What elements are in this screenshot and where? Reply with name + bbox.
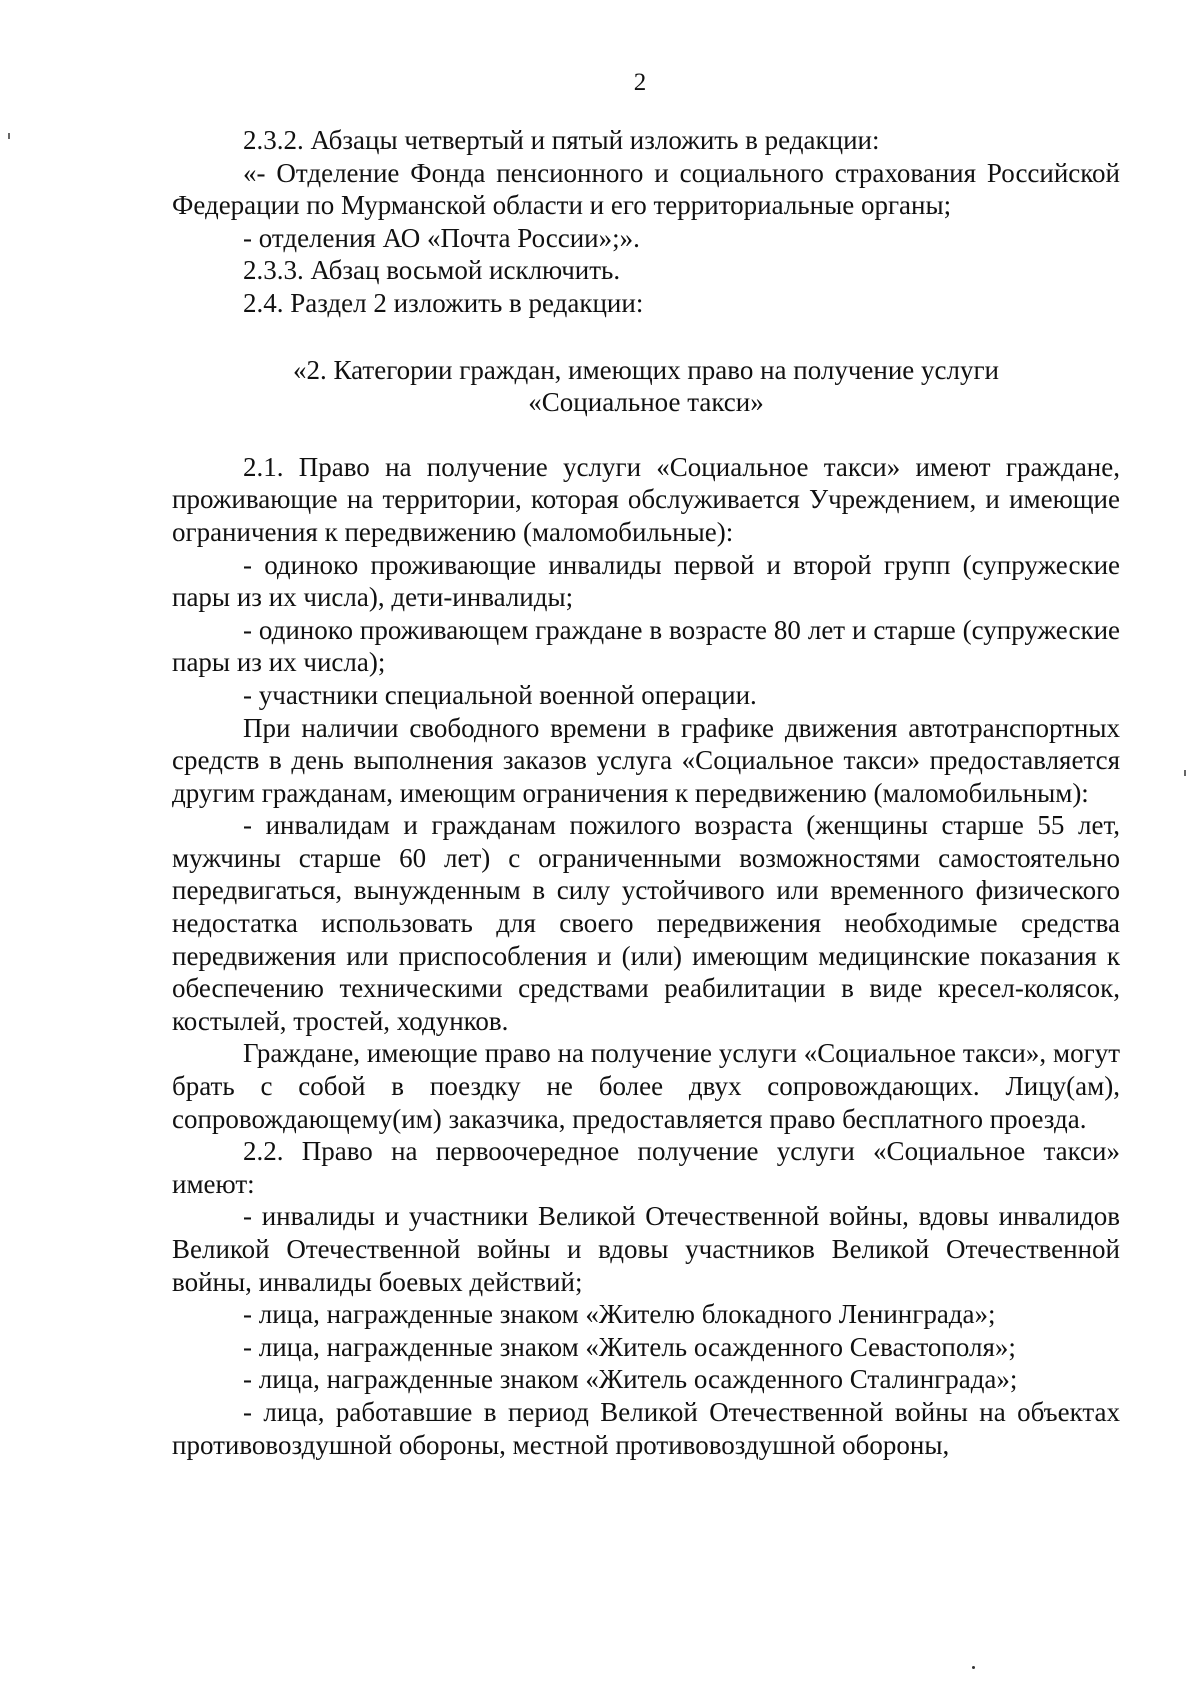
list-item: - одиноко проживающем граждане в возрасте 80 лет и старше (супружеские пары из их числа); <box>172 614 1120 678</box>
paragraph: При наличии свободного времени в графике движения автотранспортных средств в день выполнения заказов услуга «Социальное такси» предоставляется другим гражданам, имеющим ограничения к передвижению (маломобильным): <box>172 712 1120 808</box>
list-item: - лица, награжденные знаком «Житель осажденного Сталинграда»; <box>243 1364 1018 1395</box>
paragraph: 2.3.3. Абзац восьмой исключить. <box>243 255 621 286</box>
document-body <box>172 124 1120 1461</box>
scan-speck <box>972 1666 975 1669</box>
paragraph: «- Отделение Фонда пенсионного и социального страхования Российской Федерации по Мурманской области и его территориальные органы; <box>172 157 1120 221</box>
spacer <box>172 320 1120 354</box>
scan-edge-mark <box>1184 770 1186 776</box>
page-number: 2 <box>633 69 647 96</box>
paragraph: Граждане, имеющие право на получение услуги «Социальное такси», могут брать с собой в поездку не более двух сопровождающих. Лицу(ам), сопровождающему(им) заказчика, предоставляется право бесплатного проезда. <box>172 1038 1120 1134</box>
list-item: - лица, награжденные знаком «Жителю блокадного Ленинграда»; <box>243 1299 996 1330</box>
paragraph: 2.2. Право на первоочередное получение услуги «Социальное такси» имеют: <box>172 1136 1120 1199</box>
list-item: - лица, награжденные знаком «Житель осажденного Севастополя»; <box>243 1331 1016 1362</box>
paragraph: 2.4. Раздел 2 изложить в редакции: <box>243 287 644 318</box>
section-heading-line-2: «Социальное такси» <box>528 387 764 418</box>
list-item: - инвалидам и гражданам пожилого возраста (женщины старше 55 лет, мужчины старше 60 лет) с ограниченными возможностями самостоятельно передвигаться, вынужденным в силу устойчивого или временного физического недостатка использовать для своего передвижения необходимые средства передвижения или приспособления и (или) имеющим медицинские показания к обеспечению техническими средствами реабилитации в виде кресел-колясок, костылей, тростей, ходунков. <box>172 810 1120 1036</box>
paragraph: 2.3.2. Абзацы четвертый и пятый изложить в редакции: <box>243 125 880 155</box>
list-item: - инвалиды и участники Великой Отечественной войны, вдовы инвалидов Великой Отечественной войны и вдовы участников Великой Отечественной войны, инвалиды боевых действий; <box>172 1201 1120 1297</box>
list-item: - участники специальной военной операции. <box>243 679 757 710</box>
paragraph: - отделения АО «Почта России»;». <box>243 222 640 253</box>
list-item: - одиноко проживающие инвалиды первой и второй групп (супружеские пары из их числа), дети-инвалиды; <box>172 549 1120 613</box>
spacer <box>172 419 1120 451</box>
list-item: - лица, работавшие в период Великой Отечественной войны на объектах противовоздушной обороны, местной противовоздушной обороны, <box>172 1396 1120 1460</box>
paragraph: 2.1. Право на получение услуги «Социальное такси» имеют граждане, проживающие на территории, которая обслуживается Учреждением, и имеющие ограничения к передвижению (маломобильные): <box>172 451 1120 547</box>
section-heading-line-1: «2. Категории граждан, имеющих право на получение услуги <box>292 354 999 385</box>
scan-edge-mark <box>8 133 10 139</box>
